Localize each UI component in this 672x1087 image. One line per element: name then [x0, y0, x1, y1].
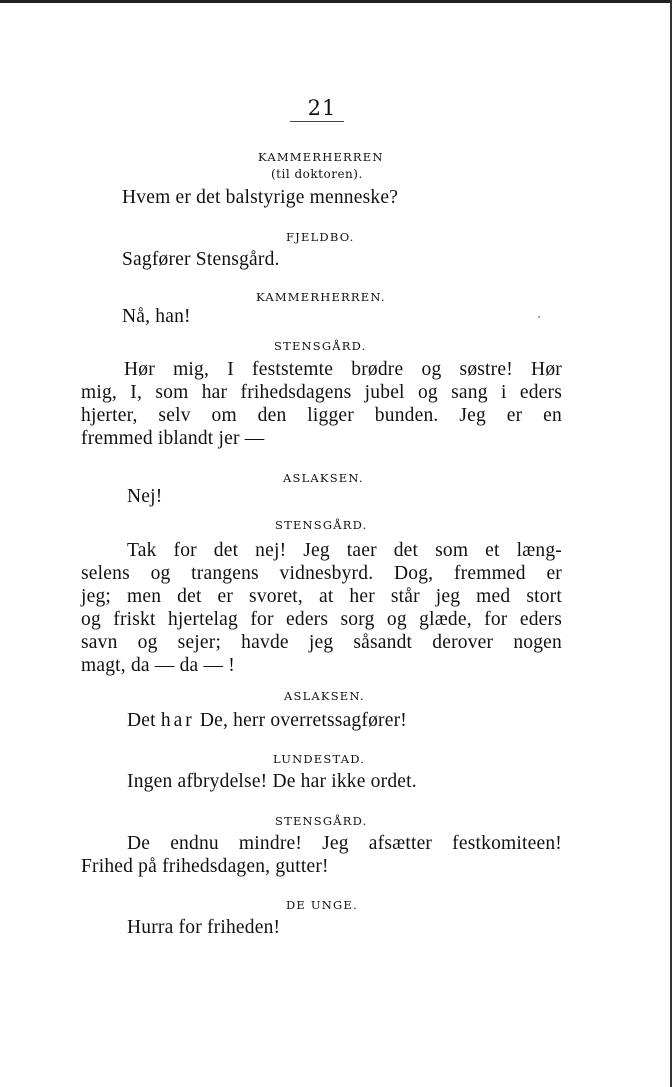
speaker-label: LUNDESTAD. — [273, 752, 366, 766]
dialogue-line: fremmed iblandt jer — — [81, 428, 265, 449]
speaker-label: ASLAKSEN. — [284, 689, 365, 703]
dialogue-line: Ingen afbrydelse! De har ikke ordet. — [127, 771, 417, 792]
dialogue-line: Frihed på frihedsdagen, gutter! — [81, 856, 329, 877]
dialogue-line: Hør mig, I feststemte brødre og søstre! Hør — [124, 359, 562, 380]
page-top-edge — [0, 0, 672, 3]
dialogue-line: mig, I, som har frihedsdagens jubel og sang i eders — [81, 382, 562, 403]
speaker-label: STENSGÅRD. — [275, 814, 368, 828]
dialogue-line: savn og sejer; havde jeg såsandt derover nogen — [81, 632, 562, 653]
dialogue-word: Det — [127, 710, 156, 731]
dialogue-line: selens og trangens vidnesbyrd. Dog, fremmed er — [81, 563, 562, 584]
speaker-label: STENSGÅRD. — [274, 339, 367, 353]
dialogue-line: Sagfører Stensgård. — [122, 249, 280, 270]
speaker-label: DE UNGE. — [286, 898, 358, 912]
dialogue-line — [127, 710, 407, 732]
speaker-label: KAMMERHERREN. — [256, 290, 386, 304]
dialogue-line: Hurra for friheden! — [127, 917, 281, 938]
stage-direction: (til doktoren). — [271, 167, 363, 181]
paper-speck — [538, 316, 540, 318]
dialogue-line: Hvem er det balstyrige menneske? — [122, 187, 399, 208]
dialogue-line: hjerter, selv om den ligger bunden. Jeg er en — [81, 405, 562, 426]
dialogue-line: De endnu mindre! Jeg afsætter festkomiteen! — [127, 833, 562, 854]
dialogue-line: jeg; men det er svoret, at her står jeg med stort — [81, 586, 562, 607]
page-number-rule — [290, 121, 344, 122]
dialogue-line: Nej! — [127, 486, 163, 507]
speaker-label: STENSGÅRD. — [275, 518, 368, 532]
dialogue-line: og friskt hjertelag for eders sorg og glæde, for eders — [81, 609, 562, 630]
page-number: 21 — [307, 96, 337, 120]
emphasized-word: har — [160, 710, 195, 731]
speaker-label: FJELDBO. — [286, 230, 355, 244]
dialogue-word: De, herr overretssagfører! — [199, 710, 407, 731]
dialogue-line: Tak for det nej! Jeg taer det som et læng- — [127, 540, 562, 561]
speaker-label: KAMMERHERREN — [258, 150, 384, 164]
speaker-label: ASLAKSEN. — [283, 471, 364, 485]
dialogue-line: magt, da — da — ! — [81, 655, 235, 676]
dialogue-line: Nå, han! — [122, 306, 191, 327]
